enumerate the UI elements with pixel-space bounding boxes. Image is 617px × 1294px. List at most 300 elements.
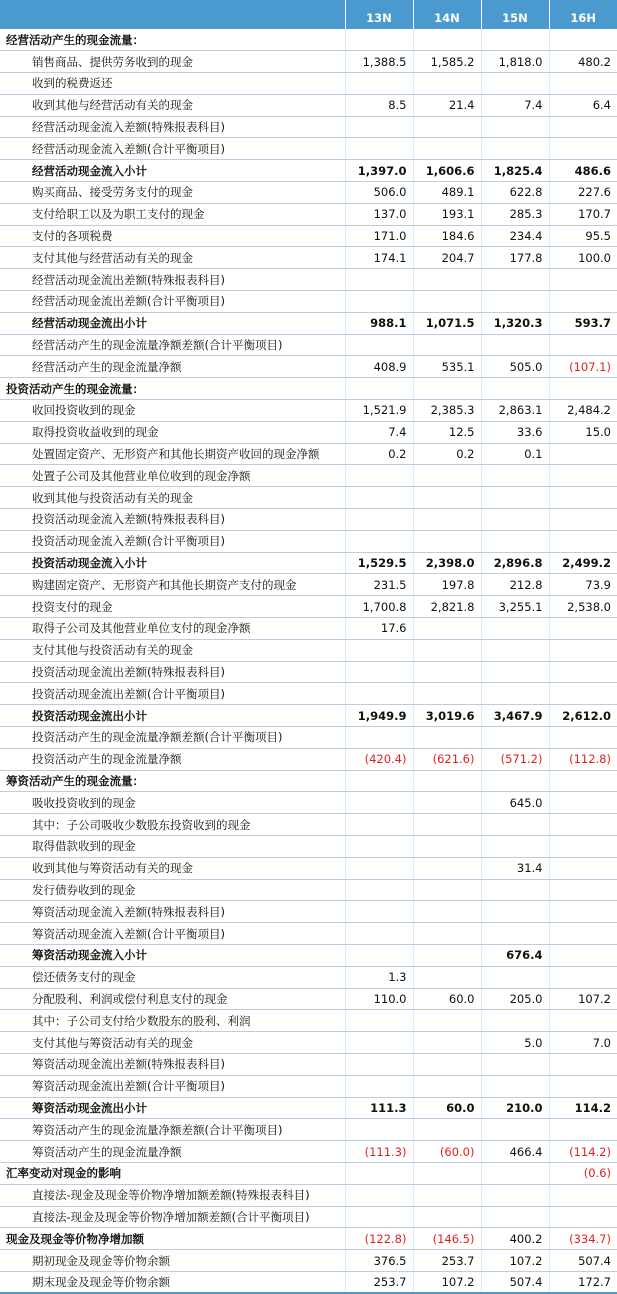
row-label: 筹资活动现金流出差额(特殊报表科目) (0, 1053, 345, 1075)
value-cell-16h: 2,484.2 (549, 400, 617, 422)
row-label: 收到其他与投资活动有关的现金 (0, 487, 345, 509)
value-cell-14n (413, 1184, 481, 1206)
value-cell-14n (413, 1075, 481, 1097)
value-cell-14n (413, 618, 481, 640)
value-cell-16h (549, 443, 617, 465)
row-label: 经营活动现金流入差额(合计平衡项目) (0, 138, 345, 160)
value-cell-15n: 2,896.8 (481, 552, 549, 574)
value-cell-13n: 171.0 (345, 225, 413, 247)
row-label: 处置固定资产、无形资产和其他长期资产收回的现金净额 (0, 443, 345, 465)
table-row (0, 203, 617, 225)
value-cell-15n (481, 116, 549, 138)
value-cell-16h: 170.7 (549, 203, 617, 225)
value-cell-13n: (111.3) (345, 1141, 413, 1163)
value-cell-13n (345, 661, 413, 683)
value-cell-15n: 5.0 (481, 1032, 549, 1054)
row-label: 其中：子公司吸收少数股东投资收到的现金 (0, 814, 345, 836)
row-label: 偿还债务支付的现金 (0, 966, 345, 988)
row-label: 取得子公司及其他营业单位支付的现金净额 (0, 618, 345, 640)
value-cell-13n (345, 1075, 413, 1097)
table-row (0, 509, 617, 531)
row-label: 筹资活动产生的现金流量净额 (0, 1141, 345, 1163)
table-body (0, 29, 617, 1293)
table-row (0, 465, 617, 487)
value-cell-16h (549, 966, 617, 988)
table-row (0, 530, 617, 552)
value-cell-13n (345, 901, 413, 923)
row-label: 购买商品、接受劳务支付的现金 (0, 182, 345, 204)
value-cell-14n (413, 879, 481, 901)
row-label: 发行债券收到的现金 (0, 879, 345, 901)
value-cell-15n: 0.1 (481, 443, 549, 465)
value-cell-15n (481, 901, 549, 923)
value-cell-15n (481, 814, 549, 836)
section-header-row (0, 29, 617, 51)
value-cell-16h (549, 792, 617, 814)
row-label: 经营活动现金流入差额(特殊报表科目) (0, 116, 345, 138)
row-label: 投资活动现金流出差额(合计平衡项目) (0, 683, 345, 705)
value-cell-15n (481, 465, 549, 487)
subtotal-row (0, 312, 617, 334)
table-row (0, 51, 617, 73)
row-label: 经营活动现金流出小计 (0, 312, 345, 334)
row-label: 筹资活动产生的现金流量净额差额(合计平衡项目) (0, 1119, 345, 1141)
row-label: 投资活动现金流出差额(特殊报表科目) (0, 661, 345, 683)
value-cell-16h (549, 1184, 617, 1206)
value-cell-16h (549, 618, 617, 640)
value-cell-13n: 8.5 (345, 94, 413, 116)
column-header: 15N (481, 0, 549, 29)
value-cell-13n: 506.0 (345, 182, 413, 204)
value-cell-15n: 107.2 (481, 1250, 549, 1272)
value-cell-15n (481, 487, 549, 509)
value-cell-15n (481, 29, 549, 51)
value-cell-13n (345, 1032, 413, 1054)
subtotal-row (0, 705, 617, 727)
value-cell-14n: (60.0) (413, 1141, 481, 1163)
table-row (0, 1075, 617, 1097)
value-cell-14n (413, 1010, 481, 1032)
value-cell-13n: 1,529.5 (345, 552, 413, 574)
value-cell-13n: 1,397.0 (345, 160, 413, 182)
row-label: 期末现金及现金等价物余额 (0, 1271, 345, 1293)
row-label: 支付其他与筹资活动有关的现金 (0, 1032, 345, 1054)
value-cell-14n (413, 683, 481, 705)
value-cell-16h (549, 770, 617, 792)
value-cell-16h (549, 879, 617, 901)
value-cell-16h: (334.7) (549, 1228, 617, 1250)
value-cell-15n: 505.0 (481, 356, 549, 378)
value-cell-14n (413, 661, 481, 683)
value-cell-14n: 1,071.5 (413, 312, 481, 334)
value-cell-15n (481, 683, 549, 705)
table-row (0, 73, 617, 95)
value-cell-13n: 1.3 (345, 966, 413, 988)
value-cell-15n (481, 1053, 549, 1075)
value-cell-16h (549, 269, 617, 291)
value-cell-14n: 184.6 (413, 225, 481, 247)
value-cell-16h: 507.4 (549, 1250, 617, 1272)
value-cell-15n (481, 1184, 549, 1206)
value-cell-14n (413, 901, 481, 923)
value-cell-14n: 2,385.3 (413, 400, 481, 422)
row-label: 经营活动现金流入小计 (0, 160, 345, 182)
value-cell-13n (345, 683, 413, 705)
value-cell-13n (345, 1206, 413, 1228)
value-cell-15n (481, 879, 549, 901)
value-cell-16h: 2,612.0 (549, 705, 617, 727)
table-row (0, 334, 617, 356)
value-cell-16h (549, 1075, 617, 1097)
value-cell-16h (549, 857, 617, 879)
value-cell-13n: 0.2 (345, 443, 413, 465)
row-label: 投资支付的现金 (0, 596, 345, 618)
value-cell-15n (481, 618, 549, 640)
table-row (0, 596, 617, 618)
subtotal-row (0, 944, 617, 966)
row-label: 处置子公司及其他营业单位收到的现金净额 (0, 465, 345, 487)
value-cell-14n (413, 923, 481, 945)
value-cell-16h: 100.0 (549, 247, 617, 269)
row-label: 收到其他与筹资活动有关的现金 (0, 857, 345, 879)
value-cell-13n (345, 465, 413, 487)
value-cell-14n: 21.4 (413, 94, 481, 116)
row-label: 筹资活动现金流入差额(特殊报表科目) (0, 901, 345, 923)
table-row (0, 901, 617, 923)
row-label: 直接法-现金及现金等价物净增加额差额(合计平衡项目) (0, 1206, 345, 1228)
value-cell-13n: (122.8) (345, 1228, 413, 1250)
value-cell-13n (345, 530, 413, 552)
table-row (0, 639, 617, 661)
value-cell-14n: 60.0 (413, 988, 481, 1010)
value-cell-16h (549, 835, 617, 857)
value-cell-13n (345, 138, 413, 160)
value-cell-16h (549, 487, 617, 509)
value-cell-13n: 376.5 (345, 1250, 413, 1272)
value-cell-16h: 7.0 (549, 1032, 617, 1054)
value-cell-15n (481, 770, 549, 792)
value-cell-16h: (114.2) (549, 1141, 617, 1163)
value-cell-14n: 60.0 (413, 1097, 481, 1119)
value-cell-14n (413, 639, 481, 661)
column-header: 13N (345, 0, 413, 29)
value-cell-15n: 645.0 (481, 792, 549, 814)
row-label: 经营活动产生的现金流量净额差额(合计平衡项目) (0, 334, 345, 356)
row-label: 直接法-现金及现金等价物净增加额差额(特殊报表科目) (0, 1184, 345, 1206)
value-cell-13n (345, 1010, 413, 1032)
value-cell-15n: 400.2 (481, 1228, 549, 1250)
section-header-row (0, 378, 617, 400)
value-cell-16h: (107.1) (549, 356, 617, 378)
value-cell-15n (481, 1206, 549, 1228)
row-label: 收到其他与经营活动有关的现金 (0, 94, 345, 116)
value-cell-15n: 507.4 (481, 1271, 549, 1293)
value-cell-16h: 73.9 (549, 574, 617, 596)
value-cell-13n (345, 1119, 413, 1141)
value-cell-15n: 1,825.4 (481, 160, 549, 182)
table-row (0, 618, 617, 640)
value-cell-15n: 1,818.0 (481, 51, 549, 73)
value-cell-13n (345, 334, 413, 356)
value-cell-14n (413, 966, 481, 988)
value-cell-14n (413, 378, 481, 400)
value-cell-16h (549, 639, 617, 661)
value-cell-14n: 107.2 (413, 1271, 481, 1293)
value-cell-15n: 7.4 (481, 94, 549, 116)
value-cell-13n (345, 73, 413, 95)
value-cell-16h: 227.6 (549, 182, 617, 204)
table-row (0, 247, 617, 269)
value-cell-15n: (571.2) (481, 748, 549, 770)
row-label: 投资活动现金流入差额(特殊报表科目) (0, 509, 345, 531)
value-cell-16h (549, 814, 617, 836)
value-cell-14n (413, 509, 481, 531)
value-cell-14n: 489.1 (413, 182, 481, 204)
row-label: 销售商品、提供劳务收到的现金 (0, 51, 345, 73)
row-label: 投资活动现金流出小计 (0, 705, 345, 727)
value-cell-13n (345, 770, 413, 792)
value-cell-13n: 174.1 (345, 247, 413, 269)
subtotal-row (0, 552, 617, 574)
value-cell-15n (481, 835, 549, 857)
value-cell-14n (413, 1206, 481, 1228)
row-label: 投资活动产生的现金流量净额 (0, 748, 345, 770)
value-cell-16h (549, 138, 617, 160)
value-cell-16h: 15.0 (549, 421, 617, 443)
section-header-row (0, 770, 617, 792)
row-label: 现金及现金等价物净增加额 (0, 1228, 345, 1250)
value-cell-13n (345, 291, 413, 313)
value-cell-15n (481, 661, 549, 683)
header-label-cell (0, 0, 345, 29)
row-label: 支付的各项税费 (0, 225, 345, 247)
row-label: 投资活动产生的现金流量： (0, 378, 345, 400)
value-cell-16h: 2,538.0 (549, 596, 617, 618)
value-cell-15n: 1,320.3 (481, 312, 549, 334)
value-cell-15n (481, 269, 549, 291)
value-cell-16h (549, 530, 617, 552)
value-cell-15n: 466.4 (481, 1141, 549, 1163)
value-cell-13n (345, 944, 413, 966)
table-row (0, 225, 617, 247)
row-label: 经营活动产生的现金流量净额 (0, 356, 345, 378)
table-row (0, 116, 617, 138)
table-row (0, 443, 617, 465)
value-cell-16h: 107.2 (549, 988, 617, 1010)
table-row (0, 988, 617, 1010)
table-row (0, 269, 617, 291)
header-row (0, 0, 617, 29)
value-cell-14n (413, 465, 481, 487)
value-cell-14n (413, 116, 481, 138)
value-cell-15n: 3,255.1 (481, 596, 549, 618)
value-cell-16h (549, 334, 617, 356)
value-cell-13n: 253.7 (345, 1271, 413, 1293)
table-row (0, 879, 617, 901)
value-cell-15n (481, 727, 549, 749)
value-cell-16h (549, 944, 617, 966)
value-cell-13n (345, 814, 413, 836)
value-cell-13n: 110.0 (345, 988, 413, 1010)
value-cell-13n: 1,388.5 (345, 51, 413, 73)
value-cell-13n (345, 1162, 413, 1184)
value-cell-14n: (146.5) (413, 1228, 481, 1250)
value-cell-13n (345, 639, 413, 661)
value-cell-13n: (420.4) (345, 748, 413, 770)
value-cell-14n: (621.6) (413, 748, 481, 770)
value-cell-14n (413, 814, 481, 836)
value-cell-13n (345, 116, 413, 138)
value-cell-16h (549, 465, 617, 487)
section-header-row (0, 1228, 617, 1250)
row-label: 投资活动产生的现金流量净额差额(合计平衡项目) (0, 727, 345, 749)
table-row (0, 1141, 617, 1163)
value-cell-16h: (0.6) (549, 1162, 617, 1184)
value-cell-13n: 17.6 (345, 618, 413, 640)
value-cell-14n (413, 835, 481, 857)
value-cell-15n (481, 291, 549, 313)
row-label: 汇率变动对现金的影响 (0, 1162, 345, 1184)
table-row (0, 748, 617, 770)
value-cell-15n: 285.3 (481, 203, 549, 225)
value-cell-14n (413, 727, 481, 749)
table-row (0, 1206, 617, 1228)
value-cell-16h: (112.8) (549, 748, 617, 770)
value-cell-16h: 6.4 (549, 94, 617, 116)
value-cell-15n (481, 1119, 549, 1141)
row-label: 吸收投资收到的现金 (0, 792, 345, 814)
column-header: 16H (549, 0, 617, 29)
value-cell-14n: 1,585.2 (413, 51, 481, 73)
table-row (0, 683, 617, 705)
row-label: 经营活动现金流出差额(合计平衡项目) (0, 291, 345, 313)
table-row (0, 421, 617, 443)
value-cell-13n (345, 509, 413, 531)
table-row (0, 487, 617, 509)
value-cell-13n: 408.9 (345, 356, 413, 378)
value-cell-13n: 1,700.8 (345, 596, 413, 618)
row-label: 收回投资收到的现金 (0, 400, 345, 422)
row-label: 收到的税费返还 (0, 73, 345, 95)
row-label: 经营活动现金流出差额(特殊报表科目) (0, 269, 345, 291)
value-cell-14n (413, 792, 481, 814)
value-cell-13n (345, 879, 413, 901)
value-cell-13n (345, 792, 413, 814)
value-cell-15n (481, 334, 549, 356)
value-cell-16h (549, 291, 617, 313)
value-cell-14n (413, 530, 481, 552)
row-label: 筹资活动现金流入差额(合计平衡项目) (0, 923, 345, 945)
value-cell-13n (345, 29, 413, 51)
subtotal-row (0, 160, 617, 182)
table-row (0, 1119, 617, 1141)
value-cell-14n (413, 944, 481, 966)
value-cell-14n (413, 29, 481, 51)
value-cell-13n: 231.5 (345, 574, 413, 596)
value-cell-16h (549, 901, 617, 923)
subtotal-row (0, 1097, 617, 1119)
value-cell-15n (481, 639, 549, 661)
table-row (0, 814, 617, 836)
value-cell-16h: 486.6 (549, 160, 617, 182)
value-cell-16h (549, 116, 617, 138)
value-cell-16h (549, 73, 617, 95)
row-label: 投资活动现金流入小计 (0, 552, 345, 574)
value-cell-13n (345, 835, 413, 857)
value-cell-14n (413, 857, 481, 879)
value-cell-15n (481, 138, 549, 160)
value-cell-13n: 111.3 (345, 1097, 413, 1119)
value-cell-16h (549, 1119, 617, 1141)
table-row (0, 727, 617, 749)
value-cell-14n: 197.8 (413, 574, 481, 596)
value-cell-13n (345, 923, 413, 945)
value-cell-16h: 593.7 (549, 312, 617, 334)
row-label: 支付其他与投资活动有关的现金 (0, 639, 345, 661)
table-row (0, 291, 617, 313)
value-cell-15n (481, 966, 549, 988)
value-cell-16h: 2,499.2 (549, 552, 617, 574)
value-cell-15n: 31.4 (481, 857, 549, 879)
value-cell-16h (549, 683, 617, 705)
table-row (0, 792, 617, 814)
value-cell-16h (549, 923, 617, 945)
value-cell-14n: 3,019.6 (413, 705, 481, 727)
value-cell-14n: 193.1 (413, 203, 481, 225)
value-cell-15n: 212.8 (481, 574, 549, 596)
value-cell-16h (549, 661, 617, 683)
value-cell-16h: 480.2 (549, 51, 617, 73)
value-cell-13n: 1,949.9 (345, 705, 413, 727)
value-cell-15n (481, 73, 549, 95)
value-cell-14n: 0.2 (413, 443, 481, 465)
value-cell-14n: 204.7 (413, 247, 481, 269)
value-cell-13n (345, 487, 413, 509)
value-cell-15n: 2,863.1 (481, 400, 549, 422)
value-cell-16h (549, 1053, 617, 1075)
value-cell-14n: 253.7 (413, 1250, 481, 1272)
value-cell-13n (345, 1184, 413, 1206)
table-row (0, 182, 617, 204)
row-label: 期初现金及现金等价物余额 (0, 1250, 345, 1272)
value-cell-14n: 1,606.6 (413, 160, 481, 182)
value-cell-13n: 988.1 (345, 312, 413, 334)
table-row (0, 94, 617, 116)
table-row (0, 574, 617, 596)
row-label: 投资活动现金流入差额(合计平衡项目) (0, 530, 345, 552)
table-row (0, 1184, 617, 1206)
value-cell-13n (345, 378, 413, 400)
value-cell-15n: 177.8 (481, 247, 549, 269)
value-cell-15n: 3,467.9 (481, 705, 549, 727)
value-cell-14n (413, 269, 481, 291)
table-row (0, 1250, 617, 1272)
value-cell-15n: 205.0 (481, 988, 549, 1010)
value-cell-14n (413, 487, 481, 509)
table-row (0, 138, 617, 160)
value-cell-16h (549, 29, 617, 51)
value-cell-16h (549, 1010, 617, 1032)
table-row (0, 835, 617, 857)
table-row (0, 966, 617, 988)
value-cell-14n: 535.1 (413, 356, 481, 378)
value-cell-15n (481, 1162, 549, 1184)
value-cell-13n (345, 1053, 413, 1075)
row-label: 分配股利、利润或偿付利息支付的现金 (0, 988, 345, 1010)
row-label: 筹资活动产生的现金流量： (0, 770, 345, 792)
value-cell-13n: 1,521.9 (345, 400, 413, 422)
value-cell-16h (549, 378, 617, 400)
